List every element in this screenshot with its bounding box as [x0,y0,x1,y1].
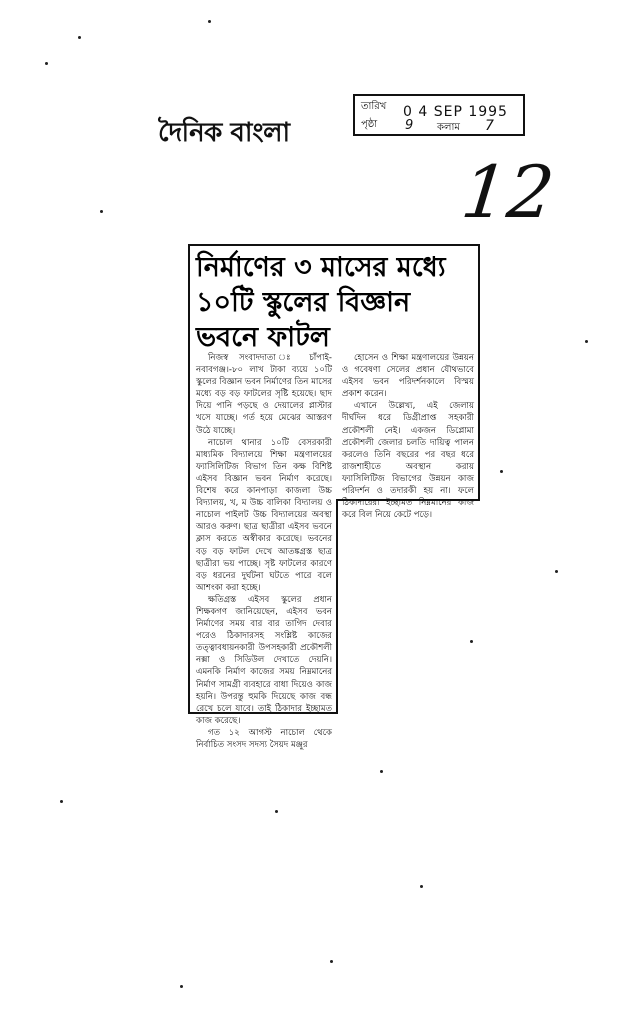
scan-speck [60,800,63,803]
scan-speck [500,470,503,473]
scan-speck [380,770,383,773]
scan-speck [585,340,588,343]
scan-speck [555,570,558,573]
article-paragraph: নাচোল থানার ১০টি বেসরকারী মাধ্যমিক বিদ্যালয়ে শিক্ষা মন্ত্রণালয়ের ফ্যাসিলিটিজ বিভাগ তিন কক্ষ বিশিষ্ট এইসব বিজ্ঞান ভবন নির্মাণ করেছে। বিশেষ করে কানপাড়া কাজলা উচ্চ বিদ্যালয়, খ, ম উচ্চ বালিকা বিদ্যালয় ও নাচোল পাইলট উচ্চ বিদ্যালয়ের অবস্থা আরও করুণ। ছাত্র ছাত্রীরা এইসব ভবনে ক্লাস করতে অস্বীকার করেছে। ভবনের বড় বড় ফাটল দেখে আতঙ্কগ্রস্ত ছাত্র ছাত্রীরা ভয় পাচ্ছে। সৃষ্ট ফাটলের কারণে বড় ধরনের দুর্ঘটনা ঘটতে পারে বলে আশংকা করা হচ্ছে। [196,437,332,593]
scan-speck [330,960,333,963]
article-column-left [196,352,332,751]
article-column-right [342,352,474,521]
scan-speck [470,640,473,643]
column-label: কলাম [437,122,460,133]
scan-speck [180,985,183,988]
column-value: 7 [485,118,494,134]
date-label: তারিখ [361,101,387,112]
date-value: 0 4 SEP 1995 [403,104,508,120]
article-paragraph: এখানে উল্লেখ্য, এই জেলায় দীর্ঘদিন ধরে ডিগ্রীপ্রাপ্ত সহকারী প্রকৌশলী নেই। একজন ডিপ্লোমা প্রকৌশলী জেলার চলতি দায়িত্ব পালন করলেও তিনি বছরের পর বছর ধরে রাজশাহীতে অবস্থান করায় ফ্যাসিলিটিজ বিভাগের উন্নয়ন কাজ পরিদর্শন ও তদারকী হয় না। ফলে ঠিকাদারেরা ইচ্ছামত নিম্নমানের কাজ করে বিল নিয়ে কেটে পড়ে। [342,401,474,521]
newspaper-clipping [188,244,480,750]
scan-speck [100,210,103,213]
article-paragraph: হোসেন ও শিক্ষা মন্ত্রণালয়ের উন্নয়ন ও গবেষণা সেলের প্রধান যৌথভাবে এইসব ভবন পরিদর্শনকালে বিস্ময় প্রকাশ করেন। [342,353,474,400]
scan-speck [275,810,278,813]
clip-border [188,244,190,714]
scan-speck [45,62,48,65]
newspaper-name: দৈনিক বাংলা [158,118,290,148]
scan-speck [208,20,211,23]
scan-speck [420,885,423,888]
handwritten-number: 12 [457,150,559,234]
article-headline: নির্মাণের ৩ মাসের মধ্যে ১০টি স্কুলের বিজ্ঞান ভবনে ফাটল [196,252,446,353]
article-paragraph: ক্ষতিগ্রস্ত এইসব স্কুলের প্রধান শিক্ষকগণ জানিয়েছেন, এইসব ভবন নির্মাণের সময় বার বার তাগিদ দেবার পরেও ঠিকাদারসহ সংশ্লিষ্ট কাজের তত্ত্বাবধায়নকারী উপসহকারী প্রকৌশলী নক্সা ও সিডিউল দেখাতে দেয়নি। এমনকি নির্মাণ কাজের সময় নিম্নমানের নির্মাণ সামগ্রী ব্যবহারে বাধা দিয়েও কাজ হয়নি। উপরন্তু হুমকি দিয়েছে কাজ বন্ধ রেখে চলে যাবে। তাই ঠিকাদার ইচ্ছামত কাজ করেছে। [196,594,332,726]
clip-border [336,499,338,714]
scan-speck [78,36,81,39]
page-value: 9 [405,118,414,133]
page-label: পৃষ্ঠা [361,119,378,130]
clip-border [188,244,480,246]
article-paragraph: নিজস্ব সংবাদদাতা ঃ চাঁপাই-নবাবগঞ্জ।-৮০ লাখ টাকা ব্যয়ে ১০টি স্কুলের বিজ্ঞান ভবন নির্মাণের তিন মাসের মধ্যে বড় বড় ফাটলের সৃষ্টি হয়েছে। ছাদ দিয়ে পানি পড়ছে ও দেয়ালের প্লাস্টার খসে যাচ্ছে। গর্ত হয়ে মেঝের আস্তরণ উঠে যাচ্ছে। [196,353,332,436]
date-stamp [353,94,525,136]
article-paragraph: গত ১২ আগস্ট নাচোল থেকে নির্বাচিত সংসদ সদস্য সৈয়দ মঞ্জুর [196,727,332,750]
clip-border [478,244,480,500]
